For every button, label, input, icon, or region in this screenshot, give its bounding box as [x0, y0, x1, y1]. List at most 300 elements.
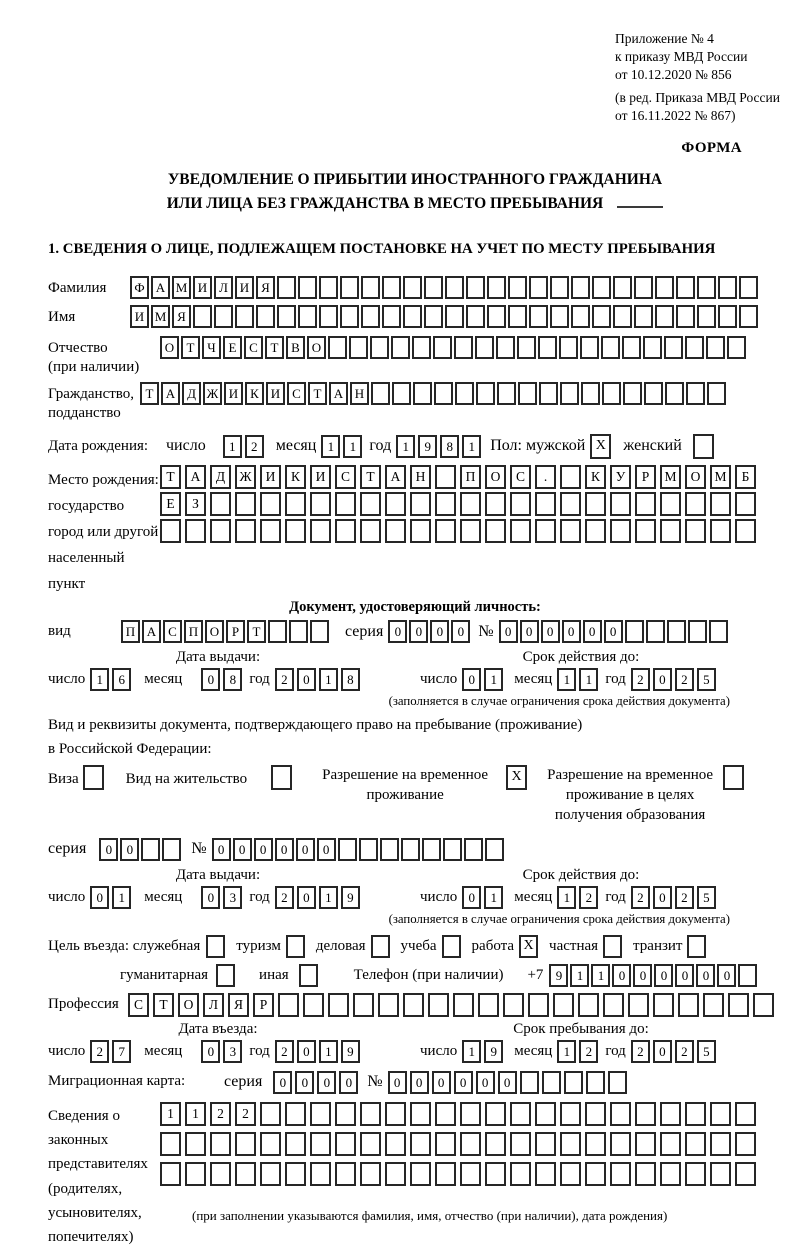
char-cell[interactable]	[685, 519, 706, 543]
char-cell[interactable]	[581, 382, 600, 405]
char-cell[interactable]: 0	[233, 838, 252, 861]
char-cell[interactable]: 0	[454, 1071, 473, 1094]
char-cell[interactable]	[453, 993, 474, 1017]
purpose-tourism-checkbox[interactable]	[286, 935, 305, 958]
char-cell[interactable]: О	[178, 993, 199, 1017]
char-cell[interactable]: 1	[396, 435, 415, 458]
char-cell[interactable]	[718, 305, 737, 328]
char-cell[interactable]	[685, 1162, 706, 1186]
char-cell[interactable]	[435, 465, 456, 489]
char-cell[interactable]: А	[329, 382, 348, 405]
char-cell[interactable]: 0	[388, 620, 407, 643]
char-cell[interactable]	[310, 1102, 331, 1126]
notification-number-blank[interactable]	[617, 206, 663, 208]
char-cell[interactable]	[553, 993, 574, 1017]
char-cell[interactable]	[646, 620, 665, 643]
char-cell[interactable]	[487, 276, 506, 299]
char-cell[interactable]: 1	[462, 1040, 481, 1063]
char-cell[interactable]	[460, 519, 481, 543]
char-cell[interactable]: 2	[275, 668, 294, 691]
char-cell[interactable]: 1	[185, 1102, 206, 1126]
char-cell[interactable]	[735, 1132, 756, 1156]
char-cell[interactable]	[443, 838, 462, 861]
char-cell[interactable]	[268, 620, 287, 643]
char-cell[interactable]	[360, 1102, 381, 1126]
char-cell[interactable]	[706, 336, 725, 359]
char-cell[interactable]	[335, 1162, 356, 1186]
char-cell[interactable]: 1	[160, 1102, 181, 1126]
char-cell[interactable]: 1	[557, 668, 576, 691]
char-cell[interactable]	[560, 1102, 581, 1126]
purpose-official-checkbox[interactable]	[206, 935, 225, 958]
char-cell[interactable]	[580, 336, 599, 359]
char-cell[interactable]: А	[185, 465, 206, 489]
char-cell[interactable]: 0	[653, 1040, 672, 1063]
char-cell[interactable]	[664, 336, 683, 359]
char-cell[interactable]	[162, 838, 181, 861]
char-cell[interactable]: 1	[321, 435, 340, 458]
char-cell[interactable]	[610, 1162, 631, 1186]
char-cell[interactable]: 0	[541, 620, 560, 643]
char-cell[interactable]: Д	[182, 382, 201, 405]
char-cell[interactable]	[359, 838, 378, 861]
char-cell[interactable]	[285, 492, 306, 516]
char-cell[interactable]: 0	[201, 668, 220, 691]
char-cell[interactable]	[464, 838, 483, 861]
char-cell[interactable]: 5	[697, 886, 716, 909]
char-cell[interactable]: 2	[675, 886, 694, 909]
char-cell[interactable]	[385, 1102, 406, 1126]
char-cell[interactable]: А	[385, 465, 406, 489]
char-cell[interactable]: 0	[273, 1071, 292, 1094]
char-cell[interactable]: З	[185, 492, 206, 516]
char-cell[interactable]: С	[244, 336, 263, 359]
char-cell[interactable]: 0	[317, 838, 336, 861]
char-cell[interactable]	[235, 1162, 256, 1186]
char-cell[interactable]: И	[235, 276, 254, 299]
char-cell[interactable]	[391, 336, 410, 359]
char-cell[interactable]	[210, 1132, 231, 1156]
char-cell[interactable]: 9	[418, 435, 437, 458]
char-cell[interactable]	[485, 1102, 506, 1126]
purpose-business-checkbox[interactable]	[371, 935, 390, 958]
char-cell[interactable]: 1	[319, 1040, 338, 1063]
char-cell[interactable]	[660, 492, 681, 516]
char-cell[interactable]	[660, 1102, 681, 1126]
char-cell[interactable]: 0	[476, 1071, 495, 1094]
char-cell[interactable]: 0	[562, 620, 581, 643]
char-cell[interactable]	[560, 382, 579, 405]
char-cell[interactable]	[335, 492, 356, 516]
char-cell[interactable]	[160, 1162, 181, 1186]
char-cell[interactable]: 2	[235, 1102, 256, 1126]
char-cell[interactable]	[634, 305, 653, 328]
char-cell[interactable]: Т	[160, 465, 181, 489]
char-cell[interactable]: С	[128, 993, 149, 1017]
char-cell[interactable]: П	[460, 465, 481, 489]
char-cell[interactable]	[235, 305, 254, 328]
char-cell[interactable]	[310, 1132, 331, 1156]
char-cell[interactable]	[710, 519, 731, 543]
char-cell[interactable]: 1	[557, 886, 576, 909]
char-cell[interactable]	[688, 620, 707, 643]
char-cell[interactable]	[686, 382, 705, 405]
char-cell[interactable]: 3	[223, 1040, 242, 1063]
char-cell[interactable]	[685, 1132, 706, 1156]
char-cell[interactable]: 0	[633, 964, 652, 987]
char-cell[interactable]: П	[121, 620, 140, 643]
char-cell[interactable]	[277, 305, 296, 328]
char-cell[interactable]	[667, 620, 686, 643]
char-cell[interactable]	[503, 993, 524, 1017]
char-cell[interactable]: 0	[296, 838, 315, 861]
char-cell[interactable]	[710, 492, 731, 516]
char-cell[interactable]: С	[163, 620, 182, 643]
char-cell[interactable]: 0	[339, 1071, 358, 1094]
char-cell[interactable]	[392, 382, 411, 405]
char-cell[interactable]: 1	[484, 668, 503, 691]
char-cell[interactable]: 0	[212, 838, 231, 861]
char-cell[interactable]	[718, 276, 737, 299]
char-cell[interactable]	[560, 1132, 581, 1156]
char-cell[interactable]	[298, 276, 317, 299]
char-cell[interactable]: 0	[499, 620, 518, 643]
char-cell[interactable]	[285, 1102, 306, 1126]
char-cell[interactable]: 2	[275, 886, 294, 909]
char-cell[interactable]: 0	[297, 1040, 316, 1063]
char-cell[interactable]	[660, 1132, 681, 1156]
char-cell[interactable]	[592, 276, 611, 299]
char-cell[interactable]	[476, 382, 495, 405]
char-cell[interactable]	[585, 519, 606, 543]
char-cell[interactable]: О	[685, 465, 706, 489]
char-cell[interactable]	[385, 1132, 406, 1156]
char-cell[interactable]: 0	[120, 838, 139, 861]
char-cell[interactable]	[185, 519, 206, 543]
char-cell[interactable]	[445, 305, 464, 328]
char-cell[interactable]: 0	[675, 964, 694, 987]
char-cell[interactable]: К	[585, 465, 606, 489]
char-cell[interactable]: И	[260, 465, 281, 489]
char-cell[interactable]	[625, 620, 644, 643]
char-cell[interactable]	[622, 336, 641, 359]
char-cell[interactable]	[214, 305, 233, 328]
char-cell[interactable]	[256, 305, 275, 328]
char-cell[interactable]	[560, 465, 581, 489]
char-cell[interactable]: Ж	[235, 465, 256, 489]
char-cell[interactable]: 1	[570, 964, 589, 987]
char-cell[interactable]	[508, 276, 527, 299]
char-cell[interactable]: О	[205, 620, 224, 643]
purpose-work-checkbox[interactable]: X	[519, 935, 538, 958]
char-cell[interactable]: 2	[675, 668, 694, 691]
char-cell[interactable]	[628, 993, 649, 1017]
char-cell[interactable]	[510, 1102, 531, 1126]
char-cell[interactable]	[623, 382, 642, 405]
char-cell[interactable]	[412, 336, 431, 359]
char-cell[interactable]	[289, 620, 308, 643]
char-cell[interactable]	[578, 993, 599, 1017]
char-cell[interactable]: 1	[579, 668, 598, 691]
char-cell[interactable]: Е	[223, 336, 242, 359]
char-cell[interactable]	[585, 1132, 606, 1156]
char-cell[interactable]	[529, 305, 548, 328]
char-cell[interactable]	[485, 838, 504, 861]
char-cell[interactable]	[435, 1162, 456, 1186]
char-cell[interactable]: К	[245, 382, 264, 405]
char-cell[interactable]	[424, 276, 443, 299]
char-cell[interactable]: 0	[297, 886, 316, 909]
char-cell[interactable]: 0	[612, 964, 631, 987]
char-cell[interactable]: Т	[140, 382, 159, 405]
char-cell[interactable]: 6	[112, 668, 131, 691]
char-cell[interactable]	[535, 1132, 556, 1156]
char-cell[interactable]	[535, 1102, 556, 1126]
char-cell[interactable]: С	[287, 382, 306, 405]
char-cell[interactable]	[703, 993, 724, 1017]
char-cell[interactable]: 0	[388, 1071, 407, 1094]
char-cell[interactable]	[710, 1102, 731, 1126]
char-cell[interactable]: 0	[498, 1071, 517, 1094]
char-cell[interactable]: 0	[254, 838, 273, 861]
char-cell[interactable]	[539, 382, 558, 405]
char-cell[interactable]: Ф	[130, 276, 149, 299]
char-cell[interactable]: 2	[275, 1040, 294, 1063]
char-cell[interactable]: 0	[462, 886, 481, 909]
char-cell[interactable]: 1	[319, 668, 338, 691]
char-cell[interactable]	[378, 993, 399, 1017]
char-cell[interactable]	[585, 492, 606, 516]
char-cell[interactable]	[535, 1162, 556, 1186]
char-cell[interactable]: 1	[112, 886, 131, 909]
char-cell[interactable]: Т	[308, 382, 327, 405]
char-cell[interactable]	[571, 305, 590, 328]
char-cell[interactable]: 2	[90, 1040, 109, 1063]
char-cell[interactable]	[460, 1132, 481, 1156]
char-cell[interactable]	[559, 336, 578, 359]
char-cell[interactable]: М	[710, 465, 731, 489]
char-cell[interactable]	[550, 305, 569, 328]
char-cell[interactable]: 2	[631, 886, 650, 909]
char-cell[interactable]: 2	[245, 435, 264, 458]
char-cell[interactable]: 2	[579, 886, 598, 909]
char-cell[interactable]: 0	[653, 668, 672, 691]
char-cell[interactable]: 8	[440, 435, 459, 458]
char-cell[interactable]	[644, 382, 663, 405]
char-cell[interactable]	[160, 1132, 181, 1156]
char-cell[interactable]: А	[161, 382, 180, 405]
char-cell[interactable]	[510, 1162, 531, 1186]
char-cell[interactable]	[193, 305, 212, 328]
char-cell[interactable]: 9	[341, 1040, 360, 1063]
char-cell[interactable]: 0	[275, 838, 294, 861]
char-cell[interactable]: 7	[112, 1040, 131, 1063]
rvp-checkbox[interactable]: X	[506, 765, 527, 790]
char-cell[interactable]: 2	[579, 1040, 598, 1063]
char-cell[interactable]	[735, 1162, 756, 1186]
char-cell[interactable]	[361, 305, 380, 328]
char-cell[interactable]	[422, 838, 441, 861]
char-cell[interactable]	[310, 519, 331, 543]
char-cell[interactable]	[709, 620, 728, 643]
char-cell[interactable]	[517, 336, 536, 359]
char-cell[interactable]	[310, 492, 331, 516]
char-cell[interactable]: 0	[317, 1071, 336, 1094]
char-cell[interactable]	[403, 993, 424, 1017]
char-cell[interactable]	[403, 305, 422, 328]
char-cell[interactable]: 0	[295, 1071, 314, 1094]
char-cell[interactable]	[735, 492, 756, 516]
char-cell[interactable]	[410, 1132, 431, 1156]
char-cell[interactable]	[403, 276, 422, 299]
char-cell[interactable]: И	[266, 382, 285, 405]
char-cell[interactable]	[285, 519, 306, 543]
char-cell[interactable]	[643, 336, 662, 359]
char-cell[interactable]	[510, 519, 531, 543]
char-cell[interactable]	[340, 305, 359, 328]
char-cell[interactable]: М	[660, 465, 681, 489]
char-cell[interactable]	[635, 1162, 656, 1186]
char-cell[interactable]: Я	[172, 305, 191, 328]
char-cell[interactable]: Д	[210, 465, 231, 489]
char-cell[interactable]	[585, 1162, 606, 1186]
char-cell[interactable]: 0	[451, 620, 470, 643]
char-cell[interactable]: 0	[410, 1071, 429, 1094]
char-cell[interactable]: 2	[675, 1040, 694, 1063]
purpose-other-checkbox[interactable]	[299, 964, 318, 987]
char-cell[interactable]	[528, 993, 549, 1017]
purpose-study-checkbox[interactable]	[442, 935, 461, 958]
char-cell[interactable]: Б	[735, 465, 756, 489]
char-cell[interactable]	[560, 519, 581, 543]
char-cell[interactable]	[485, 492, 506, 516]
char-cell[interactable]	[485, 519, 506, 543]
char-cell[interactable]	[485, 1162, 506, 1186]
char-cell[interactable]	[410, 1102, 431, 1126]
char-cell[interactable]: Л	[203, 993, 224, 1017]
char-cell[interactable]: 0	[201, 1040, 220, 1063]
char-cell[interactable]	[635, 519, 656, 543]
char-cell[interactable]: 1	[223, 435, 242, 458]
char-cell[interactable]: Т	[181, 336, 200, 359]
char-cell[interactable]: И	[130, 305, 149, 328]
purpose-private-checkbox[interactable]	[603, 935, 622, 958]
char-cell[interactable]	[653, 993, 674, 1017]
char-cell[interactable]	[260, 1162, 281, 1186]
char-cell[interactable]	[328, 993, 349, 1017]
char-cell[interactable]	[560, 492, 581, 516]
char-cell[interactable]: 0	[201, 886, 220, 909]
char-cell[interactable]: И	[310, 465, 331, 489]
char-cell[interactable]	[428, 993, 449, 1017]
char-cell[interactable]	[340, 276, 359, 299]
char-cell[interactable]: 0	[90, 886, 109, 909]
char-cell[interactable]	[353, 993, 374, 1017]
char-cell[interactable]: Р	[635, 465, 656, 489]
char-cell[interactable]: Т	[153, 993, 174, 1017]
char-cell[interactable]	[380, 838, 399, 861]
char-cell[interactable]	[535, 492, 556, 516]
char-cell[interactable]: 0	[604, 620, 623, 643]
char-cell[interactable]: Р	[226, 620, 245, 643]
char-cell[interactable]: 0	[99, 838, 118, 861]
char-cell[interactable]	[433, 336, 452, 359]
sex-male-checkbox[interactable]: X	[590, 434, 611, 459]
char-cell[interactable]: 3	[223, 886, 242, 909]
char-cell[interactable]	[360, 1162, 381, 1186]
char-cell[interactable]	[610, 1132, 631, 1156]
char-cell[interactable]: Н	[410, 465, 431, 489]
char-cell[interactable]	[435, 1102, 456, 1126]
char-cell[interactable]	[338, 838, 357, 861]
char-cell[interactable]	[497, 382, 516, 405]
char-cell[interactable]: А	[142, 620, 161, 643]
char-cell[interactable]	[634, 276, 653, 299]
char-cell[interactable]	[235, 519, 256, 543]
char-cell[interactable]	[210, 1162, 231, 1186]
char-cell[interactable]	[753, 993, 774, 1017]
char-cell[interactable]	[586, 1071, 605, 1094]
char-cell[interactable]	[735, 1102, 756, 1126]
char-cell[interactable]: 1	[591, 964, 610, 987]
char-cell[interactable]	[542, 1071, 561, 1094]
char-cell[interactable]: 2	[210, 1102, 231, 1126]
char-cell[interactable]	[310, 1162, 331, 1186]
char-cell[interactable]	[739, 305, 758, 328]
char-cell[interactable]	[435, 1132, 456, 1156]
char-cell[interactable]: М	[151, 305, 170, 328]
char-cell[interactable]	[676, 276, 695, 299]
char-cell[interactable]: 9	[341, 886, 360, 909]
char-cell[interactable]	[460, 492, 481, 516]
char-cell[interactable]	[360, 1132, 381, 1156]
char-cell[interactable]: У	[610, 465, 631, 489]
char-cell[interactable]: Т	[265, 336, 284, 359]
char-cell[interactable]	[185, 1132, 206, 1156]
char-cell[interactable]: 0	[520, 620, 539, 643]
char-cell[interactable]	[382, 305, 401, 328]
char-cell[interactable]	[535, 519, 556, 543]
char-cell[interactable]	[608, 1071, 627, 1094]
char-cell[interactable]	[510, 1132, 531, 1156]
char-cell[interactable]: О	[485, 465, 506, 489]
char-cell[interactable]	[413, 382, 432, 405]
char-cell[interactable]	[328, 336, 347, 359]
char-cell[interactable]: 0	[696, 964, 715, 987]
char-cell[interactable]	[160, 519, 181, 543]
char-cell[interactable]: О	[307, 336, 326, 359]
char-cell[interactable]: Я	[256, 276, 275, 299]
char-cell[interactable]	[210, 492, 231, 516]
char-cell[interactable]	[410, 519, 431, 543]
char-cell[interactable]	[520, 1071, 539, 1094]
char-cell[interactable]	[610, 519, 631, 543]
char-cell[interactable]: 8	[223, 668, 242, 691]
char-cell[interactable]	[260, 519, 281, 543]
char-cell[interactable]	[410, 1162, 431, 1186]
char-cell[interactable]	[478, 993, 499, 1017]
char-cell[interactable]: .	[535, 465, 556, 489]
char-cell[interactable]	[635, 1132, 656, 1156]
char-cell[interactable]	[370, 336, 389, 359]
char-cell[interactable]	[401, 838, 420, 861]
sex-female-checkbox[interactable]	[693, 434, 714, 459]
char-cell[interactable]	[571, 276, 590, 299]
char-cell[interactable]	[260, 492, 281, 516]
visa-checkbox[interactable]	[83, 765, 104, 790]
char-cell[interactable]	[410, 492, 431, 516]
residence-permit-checkbox[interactable]	[271, 765, 292, 790]
